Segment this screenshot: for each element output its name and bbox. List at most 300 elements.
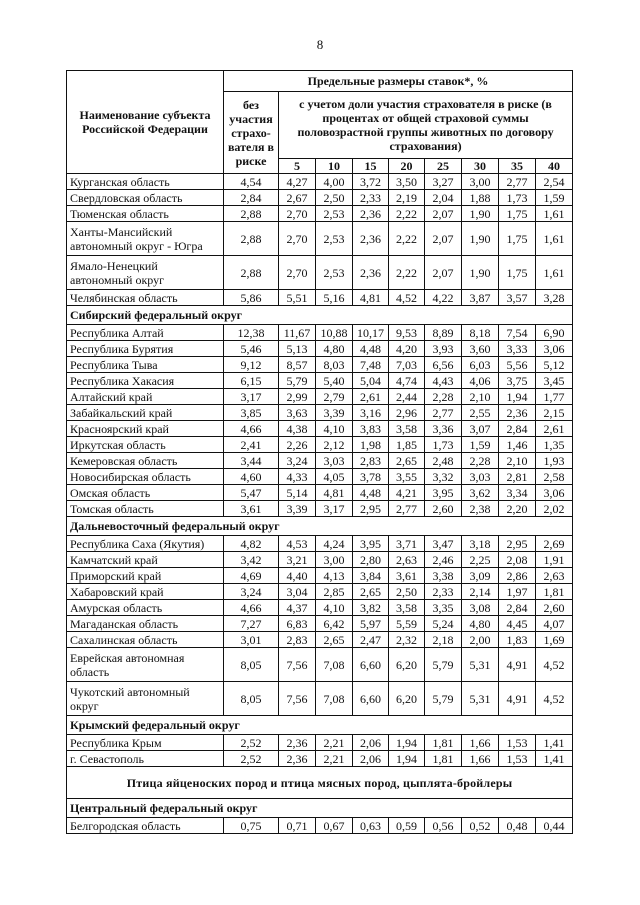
- section-header-row: [67, 799, 573, 818]
- base-rate-cell: 3,85: [224, 405, 279, 421]
- rate-cell: 4,48: [353, 341, 389, 357]
- rate-cell: 4,40: [279, 568, 316, 584]
- table-row: [67, 552, 573, 568]
- base-rate-cell: 2,52: [224, 735, 279, 751]
- rate-cell: 2,28: [462, 453, 499, 469]
- rate-cell: 2,07: [425, 222, 462, 256]
- rate-cell: 1,94: [389, 751, 425, 767]
- table-row: [67, 501, 573, 517]
- rate-cell: 2,80: [353, 552, 389, 568]
- rate-cell: 2,20: [499, 501, 536, 517]
- table-row: [67, 469, 573, 485]
- rate-cell: 1,81: [425, 751, 462, 767]
- rate-cell: 1,35: [536, 437, 573, 453]
- table-row: [67, 222, 573, 256]
- rate-cell: 2,46: [425, 552, 462, 568]
- rate-cell: 3,27: [425, 174, 462, 190]
- rate-cell: 2,99: [279, 389, 316, 405]
- rate-cell: 2,70: [279, 256, 316, 290]
- rate-cell: 5,79: [425, 648, 462, 682]
- rate-cell: 1,75: [499, 256, 536, 290]
- rate-cell: 0,56: [425, 818, 462, 834]
- rate-cell: 2,33: [425, 584, 462, 600]
- region-name-cell: Республика Крым: [67, 735, 224, 751]
- table-header: [67, 71, 573, 174]
- rate-cell: 1,85: [389, 437, 425, 453]
- rate-cell: 4,74: [389, 373, 425, 389]
- table-row: [67, 682, 573, 716]
- rate-cell: 7,56: [279, 682, 316, 716]
- rate-cell: 3,62: [462, 485, 499, 501]
- base-rate-cell: 3,44: [224, 453, 279, 469]
- region-name-cell: Сахалинская область: [67, 632, 224, 648]
- rate-cell: 6,83: [279, 616, 316, 632]
- rate-cell: 4,10: [316, 600, 353, 616]
- rate-cell: 3,47: [425, 536, 462, 552]
- rate-cell: 1,69: [536, 632, 573, 648]
- rate-cell: 3,07: [462, 421, 499, 437]
- rate-cell: 6,60: [353, 648, 389, 682]
- rate-cell: 2,44: [389, 389, 425, 405]
- rate-cell: 1,61: [536, 256, 573, 290]
- table-body: [67, 174, 573, 834]
- rate-cell: 3,87: [462, 290, 499, 306]
- rate-cell: 2,12: [316, 437, 353, 453]
- table-row: [67, 206, 573, 222]
- table-row: [67, 437, 573, 453]
- region-name-cell: Республика Хакасия: [67, 373, 224, 389]
- rate-cell: 3,16: [353, 405, 389, 421]
- rate-cell: 3,09: [462, 568, 499, 584]
- rate-cell: 2,00: [462, 632, 499, 648]
- rate-cell: 0,48: [499, 818, 536, 834]
- region-name-cell: Новосибирская область: [67, 469, 224, 485]
- base-rate-cell: 6,15: [224, 373, 279, 389]
- base-rate-cell: 5,86: [224, 290, 279, 306]
- base-rate-cell: 0,75: [224, 818, 279, 834]
- base-rate-cell: 4,66: [224, 600, 279, 616]
- with-participation-header: с учетом доли участия страхователя в риске (в процентах от общей страховой суммы половозрастной группы животных по договору страхования): [279, 92, 573, 159]
- rate-cell: 5,79: [425, 682, 462, 716]
- table-row: [67, 290, 573, 306]
- table-row: [67, 568, 573, 584]
- base-rate-cell: 2,88: [224, 206, 279, 222]
- rate-cell: 5,40: [316, 373, 353, 389]
- rate-cell: 3,57: [499, 290, 536, 306]
- base-rate-cell: 2,52: [224, 751, 279, 767]
- rate-cell: 5,04: [353, 373, 389, 389]
- rate-cell: 3,84: [353, 568, 389, 584]
- rate-cell: 3,55: [389, 469, 425, 485]
- rate-cell: 8,89: [425, 325, 462, 341]
- table-row: [67, 485, 573, 501]
- table-row: [67, 536, 573, 552]
- share-header-cell: 40: [536, 159, 573, 174]
- base-rate-cell: 7,27: [224, 616, 279, 632]
- rate-cell: 1,59: [462, 437, 499, 453]
- rate-cell: 2,22: [389, 222, 425, 256]
- section-title: Крымский федеральный округ: [67, 716, 573, 735]
- base-rate-cell: 9,12: [224, 357, 279, 373]
- section-header-row: [67, 517, 573, 536]
- region-name-cell: Челябинская область: [67, 290, 224, 306]
- region-name-cell: Кемеровская область: [67, 453, 224, 469]
- region-name-cell: Алтайский край: [67, 389, 224, 405]
- table-row: [67, 818, 573, 834]
- rate-cell: 1,93: [536, 453, 573, 469]
- rate-cell: 1,77: [536, 389, 573, 405]
- rate-cell: 2,21: [316, 751, 353, 767]
- rate-cell: 4,80: [316, 341, 353, 357]
- rate-cell: 3,00: [316, 552, 353, 568]
- rate-cell: 2,26: [279, 437, 316, 453]
- rate-cell: 0,44: [536, 818, 573, 834]
- section-title: Сибирский федеральный округ: [67, 306, 573, 325]
- rate-cell: 4,33: [279, 469, 316, 485]
- region-name-cell: Магаданская область: [67, 616, 224, 632]
- region-name-cell: Тюменская область: [67, 206, 224, 222]
- rate-cell: 2,58: [536, 469, 573, 485]
- rate-cell: 6,90: [536, 325, 573, 341]
- table-row: [67, 584, 573, 600]
- rate-cell: 3,71: [389, 536, 425, 552]
- region-name-cell: Красноярский край: [67, 421, 224, 437]
- rate-cell: 2,15: [536, 405, 573, 421]
- rate-cell: 2,50: [389, 584, 425, 600]
- rate-cell: 1,73: [425, 437, 462, 453]
- rate-cell: 7,48: [353, 357, 389, 373]
- rate-cell: 2,70: [279, 222, 316, 256]
- region-name-cell: Белгородская область: [67, 818, 224, 834]
- rate-cell: 3,28: [536, 290, 573, 306]
- rate-cell: 5,31: [462, 648, 499, 682]
- rate-cell: 1,61: [536, 222, 573, 256]
- rate-cell: 7,54: [499, 325, 536, 341]
- rate-cell: 2,25: [462, 552, 499, 568]
- base-rate-cell: 3,01: [224, 632, 279, 648]
- category-header-row: [67, 767, 573, 799]
- rate-cell: 1,98: [353, 437, 389, 453]
- rate-cell: 11,67: [279, 325, 316, 341]
- rate-cell: 4,06: [462, 373, 499, 389]
- rate-cell: 2,50: [316, 190, 353, 206]
- rate-cell: 4,81: [316, 485, 353, 501]
- table-row: [67, 389, 573, 405]
- rate-cell: 2,36: [353, 222, 389, 256]
- region-name-cell: Республика Саха (Якутия): [67, 536, 224, 552]
- rate-cell: 3,39: [279, 501, 316, 517]
- rate-cell: 3,03: [462, 469, 499, 485]
- share-header-cell: 35: [499, 159, 536, 174]
- rate-cell: 4,52: [536, 648, 573, 682]
- base-rate-cell: 2,41: [224, 437, 279, 453]
- category-title: Птица яйценоских пород и птица мясных пород, цыплята-бройлеры: [67, 767, 573, 799]
- rate-cell: 4,37: [279, 600, 316, 616]
- table-row: [67, 174, 573, 190]
- rate-cell: 2,06: [353, 735, 389, 751]
- rate-cell: 3,04: [279, 584, 316, 600]
- table-row: [67, 190, 573, 206]
- table-row: [67, 325, 573, 341]
- rate-cell: 1,83: [499, 632, 536, 648]
- rate-cell: 2,70: [279, 206, 316, 222]
- rate-cell: 3,63: [279, 405, 316, 421]
- rate-cell: 1,53: [499, 735, 536, 751]
- rate-cell: 3,95: [425, 485, 462, 501]
- region-column-header: Наименование субъекта Российской Федерации: [67, 71, 224, 174]
- base-rate-cell: 4,69: [224, 568, 279, 584]
- rate-cell: 2,22: [389, 206, 425, 222]
- rate-cell: 2,77: [499, 174, 536, 190]
- rate-cell: 2,61: [353, 389, 389, 405]
- rate-cell: 2,86: [499, 568, 536, 584]
- rate-cell: 1,53: [499, 751, 536, 767]
- rate-cell: 6,03: [462, 357, 499, 373]
- rate-cell: 4,22: [425, 290, 462, 306]
- rate-cell: 1,75: [499, 206, 536, 222]
- insurance-rates-table: [66, 70, 573, 834]
- base-rate-cell: 3,42: [224, 552, 279, 568]
- rate-cell: 1,88: [462, 190, 499, 206]
- rate-cell: 2,04: [425, 190, 462, 206]
- rate-cell: 4,07: [536, 616, 573, 632]
- rate-cell: 2,53: [316, 206, 353, 222]
- rate-cell: 5,24: [425, 616, 462, 632]
- rate-cell: 3,75: [499, 373, 536, 389]
- rate-cell: 2,85: [316, 584, 353, 600]
- share-header-cell: 10: [316, 159, 353, 174]
- region-name-cell: Республика Алтай: [67, 325, 224, 341]
- share-header-cell: 30: [462, 159, 499, 174]
- rate-cell: 2,63: [389, 552, 425, 568]
- region-name-cell: Республика Бурятия: [67, 341, 224, 357]
- rate-cell: 3,61: [389, 568, 425, 584]
- rate-cell: 4,80: [462, 616, 499, 632]
- rate-cell: 2,36: [279, 751, 316, 767]
- rate-cell: 2,07: [425, 206, 462, 222]
- rate-cell: 7,03: [389, 357, 425, 373]
- table-row: [67, 373, 573, 389]
- rate-cell: 3,21: [279, 552, 316, 568]
- rate-cell: 3,95: [353, 536, 389, 552]
- rate-cell: 4,81: [353, 290, 389, 306]
- rate-cell: 2,83: [353, 453, 389, 469]
- rate-cell: 7,08: [316, 682, 353, 716]
- rate-cell: 8,57: [279, 357, 316, 373]
- rate-cell: 2,54: [536, 174, 573, 190]
- section-header-row: [67, 306, 573, 325]
- rate-cell: 1,91: [536, 552, 573, 568]
- rate-cell: 5,51: [279, 290, 316, 306]
- region-name-cell: Чукотский автономный округ: [67, 682, 224, 716]
- rate-cell: 4,10: [316, 421, 353, 437]
- rate-cell: 2,61: [536, 421, 573, 437]
- rate-cell: 3,35: [425, 600, 462, 616]
- base-rate-cell: 3,61: [224, 501, 279, 517]
- rate-cell: 3,82: [353, 600, 389, 616]
- rate-cell: 4,45: [499, 616, 536, 632]
- rate-cell: 2,28: [425, 389, 462, 405]
- table-row: [67, 341, 573, 357]
- rate-cell: 6,42: [316, 616, 353, 632]
- rate-cell: 3,34: [499, 485, 536, 501]
- region-name-cell: Ханты-Мансийский автономный округ - Югра: [67, 222, 224, 256]
- rate-cell: 2,55: [462, 405, 499, 421]
- rate-cell: 6,20: [389, 648, 425, 682]
- rate-cell: 3,06: [536, 341, 573, 357]
- table-row: [67, 648, 573, 682]
- rate-cell: 1,66: [462, 751, 499, 767]
- rate-cell: 3,00: [462, 174, 499, 190]
- base-rate-cell: 4,66: [224, 421, 279, 437]
- rate-cell: 0,59: [389, 818, 425, 834]
- rate-cell: 2,10: [499, 453, 536, 469]
- rate-cell: 6,20: [389, 682, 425, 716]
- rate-cell: 1,75: [499, 222, 536, 256]
- rate-cell: 2,14: [462, 584, 499, 600]
- rate-cell: 3,83: [353, 421, 389, 437]
- rate-cell: 3,08: [462, 600, 499, 616]
- rate-cell: 4,13: [316, 568, 353, 584]
- rate-cell: 2,84: [499, 421, 536, 437]
- base-rate-cell: 3,17: [224, 389, 279, 405]
- rate-cell: 2,06: [353, 751, 389, 767]
- rate-cell: 3,17: [316, 501, 353, 517]
- base-rate-cell: 4,60: [224, 469, 279, 485]
- rate-cell: 7,08: [316, 648, 353, 682]
- rate-cell: 3,33: [499, 341, 536, 357]
- rate-cell: 2,10: [462, 389, 499, 405]
- rate-cell: 3,32: [425, 469, 462, 485]
- rate-cell: 2,19: [389, 190, 425, 206]
- rate-cell: 1,59: [536, 190, 573, 206]
- rate-cell: 3,06: [536, 485, 573, 501]
- rate-cell: 0,71: [279, 818, 316, 834]
- rate-cell: 2,63: [536, 568, 573, 584]
- table-row: [67, 600, 573, 616]
- rate-cell: 3,58: [389, 421, 425, 437]
- table-row: [67, 357, 573, 373]
- table-row: [67, 735, 573, 751]
- rate-cell: 2,95: [499, 536, 536, 552]
- rate-cell: 10,88: [316, 325, 353, 341]
- table-row: [67, 256, 573, 290]
- rate-cell: 2,60: [536, 600, 573, 616]
- rate-cell: 3,78: [353, 469, 389, 485]
- rate-cell: 1,90: [462, 256, 499, 290]
- rate-cell: 2,77: [425, 405, 462, 421]
- rate-cell: 2,36: [353, 256, 389, 290]
- base-rate-cell: 5,46: [224, 341, 279, 357]
- rate-cell: 2,69: [536, 536, 573, 552]
- rate-cell: 2,81: [499, 469, 536, 485]
- rate-cell: 4,38: [279, 421, 316, 437]
- region-name-cell: г. Севастополь: [67, 751, 224, 767]
- rate-cell: 2,36: [499, 405, 536, 421]
- rate-cell: 0,67: [316, 818, 353, 834]
- rate-cell: 2,08: [499, 552, 536, 568]
- rate-cell: 4,48: [353, 485, 389, 501]
- base-rate-cell: 3,24: [224, 584, 279, 600]
- region-name-cell: Амурская область: [67, 600, 224, 616]
- section-title: Дальневосточный федеральный округ: [67, 517, 573, 536]
- rate-cell: 3,60: [462, 341, 499, 357]
- table-row: [67, 453, 573, 469]
- base-rate-cell: 2,88: [224, 222, 279, 256]
- rate-cell: 3,03: [316, 453, 353, 469]
- rate-cell: 1,73: [499, 190, 536, 206]
- rate-cell: 3,36: [425, 421, 462, 437]
- rate-cell: 4,53: [279, 536, 316, 552]
- rate-cell: 5,31: [462, 682, 499, 716]
- rate-cell: 8,18: [462, 325, 499, 341]
- rate-cell: 4,05: [316, 469, 353, 485]
- rate-cell: 3,58: [389, 600, 425, 616]
- rate-cell: 3,24: [279, 453, 316, 469]
- rate-cell: 4,52: [536, 682, 573, 716]
- rate-cell: 5,56: [499, 357, 536, 373]
- region-name-cell: Курганская область: [67, 174, 224, 190]
- rate-cell: 0,52: [462, 818, 499, 834]
- table-row: [67, 405, 573, 421]
- region-name-cell: Омская область: [67, 485, 224, 501]
- share-header-cell: 25: [425, 159, 462, 174]
- region-name-cell: Еврейская автономная область: [67, 648, 224, 682]
- rate-cell: 1,81: [425, 735, 462, 751]
- region-name-cell: Томская область: [67, 501, 224, 517]
- rate-cell: 2,65: [389, 453, 425, 469]
- rate-cell: 2,32: [389, 632, 425, 648]
- region-name-cell: Камчатский край: [67, 552, 224, 568]
- rate-cell: 3,39: [316, 405, 353, 421]
- rate-cell: 5,59: [389, 616, 425, 632]
- rate-cell: 1,90: [462, 206, 499, 222]
- share-header-cell: 5: [279, 159, 316, 174]
- rate-cell: 2,60: [425, 501, 462, 517]
- rate-cell: 4,27: [279, 174, 316, 190]
- rate-cell: 4,52: [389, 290, 425, 306]
- section-title: Центральный федеральный округ: [67, 799, 573, 818]
- no-participation-header: без участия страхо-вателя в риске: [224, 92, 279, 174]
- rate-cell: 1,61: [536, 206, 573, 222]
- rate-cell: 2,95: [353, 501, 389, 517]
- rate-cell: 2,33: [353, 190, 389, 206]
- rate-cell: 2,47: [353, 632, 389, 648]
- rate-cell: 1,97: [499, 584, 536, 600]
- share-header-cell: 20: [389, 159, 425, 174]
- rate-cell: 2,48: [425, 453, 462, 469]
- region-name-cell: Ямало-Ненецкий автономный округ: [67, 256, 224, 290]
- rate-cell: 2,83: [279, 632, 316, 648]
- rate-cell: 1,90: [462, 222, 499, 256]
- rate-cell: 2,96: [389, 405, 425, 421]
- base-rate-cell: 12,38: [224, 325, 279, 341]
- rate-cell: 5,79: [279, 373, 316, 389]
- rate-cell: 1,41: [536, 735, 573, 751]
- rate-cell: 4,43: [425, 373, 462, 389]
- rate-cell: 5,14: [279, 485, 316, 501]
- rate-cell: 1,46: [499, 437, 536, 453]
- rate-cell: 2,21: [316, 735, 353, 751]
- rate-cell: 6,56: [425, 357, 462, 373]
- rate-cell: 2,38: [462, 501, 499, 517]
- table-row: [67, 421, 573, 437]
- rate-cell: 6,60: [353, 682, 389, 716]
- base-rate-cell: 4,82: [224, 536, 279, 552]
- rate-cell: 1,94: [389, 735, 425, 751]
- rate-cell: 2,65: [316, 632, 353, 648]
- rate-cell: 4,21: [389, 485, 425, 501]
